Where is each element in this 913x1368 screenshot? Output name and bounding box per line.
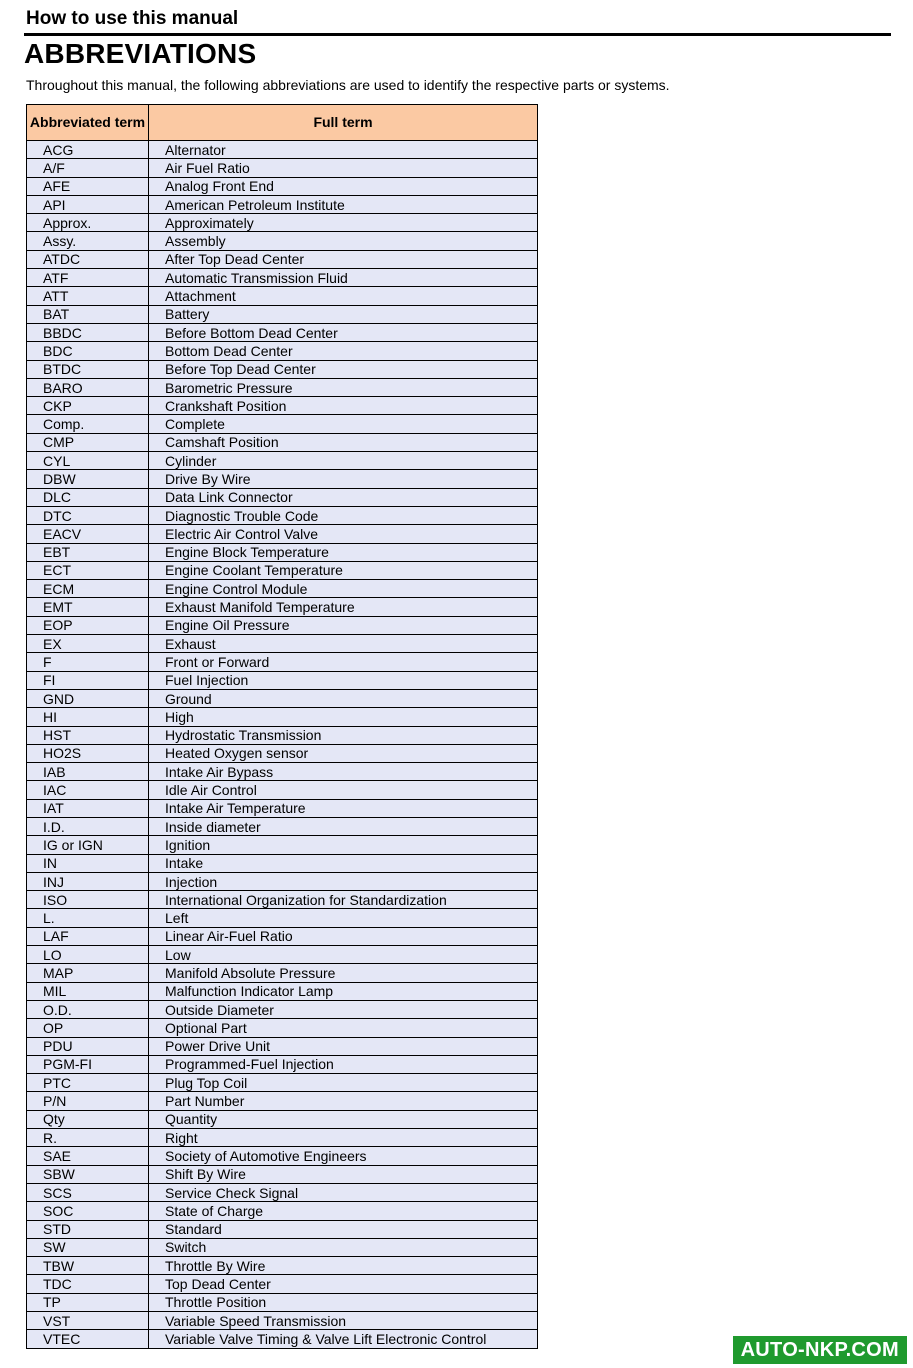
- full-term-cell: Bottom Dead Center: [149, 342, 538, 360]
- full-term-cell: Malfunction Indicator Lamp: [149, 982, 538, 1000]
- table-row: [27, 726, 538, 744]
- abbreviation-cell: DLC: [27, 488, 149, 506]
- table-row: [27, 946, 538, 964]
- table-row: [27, 1074, 538, 1092]
- table-row: [27, 799, 538, 817]
- abbreviation-cell: L.: [27, 909, 149, 927]
- abbreviation-cell: CKP: [27, 397, 149, 415]
- table-row: [27, 397, 538, 415]
- table-row: [27, 891, 538, 909]
- full-term-cell: Automatic Transmission Fluid: [149, 269, 538, 287]
- full-term-cell: Cylinder: [149, 452, 538, 470]
- abbreviation-cell: EX: [27, 635, 149, 653]
- full-term-cell: Quantity: [149, 1110, 538, 1128]
- abbreviation-cell: EBT: [27, 543, 149, 561]
- full-term-cell: Programmed-Fuel Injection: [149, 1055, 538, 1073]
- table-row: [27, 287, 538, 305]
- table-row: [27, 1238, 538, 1256]
- abbreviation-cell: DBW: [27, 470, 149, 488]
- full-term-cell: Electric Air Control Valve: [149, 525, 538, 543]
- full-term-cell: Barometric Pressure: [149, 378, 538, 396]
- abbreviation-cell: IAB: [27, 763, 149, 781]
- full-term-cell: Data Link Connector: [149, 488, 538, 506]
- watermark-logo: AUTO-NKP.COM: [733, 1336, 907, 1364]
- abbreviation-cell: STD: [27, 1220, 149, 1238]
- abbreviation-cell: SCS: [27, 1183, 149, 1201]
- table-row: [27, 342, 538, 360]
- abbreviation-cell: CYL: [27, 452, 149, 470]
- abbreviation-cell: TBW: [27, 1257, 149, 1275]
- abbreviation-cell: ATT: [27, 287, 149, 305]
- abbreviation-cell: ECM: [27, 580, 149, 598]
- full-term-cell: Service Check Signal: [149, 1183, 538, 1201]
- abbreviation-cell: OP: [27, 1019, 149, 1037]
- table-row: [27, 1019, 538, 1037]
- full-term-cell: Engine Control Module: [149, 580, 538, 598]
- abbreviation-cell: PGM-FI: [27, 1055, 149, 1073]
- full-term-cell: American Petroleum Institute: [149, 195, 538, 213]
- abbreviation-cell: BAT: [27, 305, 149, 323]
- full-term-cell: Low: [149, 946, 538, 964]
- table-row: [27, 653, 538, 671]
- abbreviation-cell: A/F: [27, 159, 149, 177]
- full-term-cell: Before Top Dead Center: [149, 360, 538, 378]
- full-term-cell: Injection: [149, 872, 538, 890]
- full-term-cell: Air Fuel Ratio: [149, 159, 538, 177]
- full-term-cell: Drive By Wire: [149, 470, 538, 488]
- table-row: [27, 1183, 538, 1201]
- table-row: [27, 525, 538, 543]
- abbreviation-cell: API: [27, 195, 149, 213]
- table-row: [27, 872, 538, 890]
- abbreviation-cell: ATF: [27, 269, 149, 287]
- full-term-cell: Outside Diameter: [149, 1000, 538, 1018]
- table-row: [27, 159, 538, 177]
- full-term-cell: Standard: [149, 1220, 538, 1238]
- abbreviation-cell: ISO: [27, 891, 149, 909]
- table-row: [27, 927, 538, 945]
- full-term-cell: Optional Part: [149, 1019, 538, 1037]
- abbreviation-cell: IAC: [27, 781, 149, 799]
- full-term-cell: Society of Automotive Engineers: [149, 1147, 538, 1165]
- table-header-row: [27, 105, 538, 141]
- abbreviations-table: [26, 104, 538, 1349]
- table-row: [27, 378, 538, 396]
- abbreviation-cell: GND: [27, 689, 149, 707]
- full-term-cell: After Top Dead Center: [149, 250, 538, 268]
- table-row: [27, 1000, 538, 1018]
- section-title: How to use this manual: [26, 8, 239, 29]
- abbreviation-cell: BBDC: [27, 323, 149, 341]
- abbreviation-cell: IG or IGN: [27, 836, 149, 854]
- abbreviation-cell: PDU: [27, 1037, 149, 1055]
- column-header-abbreviated-term: Abbreviated term: [27, 105, 149, 141]
- abbreviation-cell: Comp.: [27, 415, 149, 433]
- table-row: [27, 1129, 538, 1147]
- abbreviation-cell: EMT: [27, 598, 149, 616]
- abbreviation-cell: LO: [27, 946, 149, 964]
- table-row: [27, 671, 538, 689]
- abbreviation-cell: P/N: [27, 1092, 149, 1110]
- abbreviation-cell: HI: [27, 708, 149, 726]
- table-row: [27, 195, 538, 213]
- table-row: [27, 836, 538, 854]
- column-header-full-term: Full term: [149, 105, 538, 141]
- table-row: [27, 1330, 538, 1348]
- table-row: [27, 506, 538, 524]
- full-term-cell: Assembly: [149, 232, 538, 250]
- full-term-cell: Right: [149, 1129, 538, 1147]
- table-row: [27, 1293, 538, 1311]
- abbreviation-cell: ECT: [27, 561, 149, 579]
- abbreviation-cell: SAE: [27, 1147, 149, 1165]
- abbreviation-cell: TP: [27, 1293, 149, 1311]
- full-term-cell: Battery: [149, 305, 538, 323]
- abbreviation-cell: LAF: [27, 927, 149, 945]
- abbreviation-cell: I.D.: [27, 817, 149, 835]
- table-row: [27, 635, 538, 653]
- full-term-cell: Crankshaft Position: [149, 397, 538, 415]
- abbreviation-cell: ATDC: [27, 250, 149, 268]
- table-row: [27, 232, 538, 250]
- table-row: [27, 763, 538, 781]
- full-term-cell: Plug Top Coil: [149, 1074, 538, 1092]
- full-term-cell: Analog Front End: [149, 177, 538, 195]
- full-term-cell: Engine Oil Pressure: [149, 616, 538, 634]
- table-row: [27, 1110, 538, 1128]
- full-term-cell: Exhaust Manifold Temperature: [149, 598, 538, 616]
- abbreviation-cell: BDC: [27, 342, 149, 360]
- full-term-cell: Front or Forward: [149, 653, 538, 671]
- full-term-cell: Alternator: [149, 141, 538, 159]
- abbreviation-cell: BARO: [27, 378, 149, 396]
- abbreviation-cell: TDC: [27, 1275, 149, 1293]
- abbreviation-cell: Approx.: [27, 214, 149, 232]
- table-body: [27, 141, 538, 1349]
- full-term-cell: Idle Air Control: [149, 781, 538, 799]
- intro-text: Throughout this manual, the following abbreviations are used to identify the respective parts or systems.: [26, 77, 670, 93]
- table-row: [27, 598, 538, 616]
- table-row: [27, 1147, 538, 1165]
- table-row: [27, 964, 538, 982]
- abbreviation-cell: F: [27, 653, 149, 671]
- full-term-cell: Switch: [149, 1238, 538, 1256]
- table-row: [27, 214, 538, 232]
- full-term-cell: Throttle Position: [149, 1293, 538, 1311]
- full-term-cell: Camshaft Position: [149, 433, 538, 451]
- table-row: [27, 1275, 538, 1293]
- abbreviation-cell: INJ: [27, 872, 149, 890]
- page-title: ABBREVIATIONS: [24, 38, 257, 69]
- full-term-cell: Part Number: [149, 1092, 538, 1110]
- full-term-cell: Heated Oxygen sensor: [149, 744, 538, 762]
- abbreviation-cell: R.: [27, 1129, 149, 1147]
- full-term-cell: Intake Air Temperature: [149, 799, 538, 817]
- abbreviation-cell: CMP: [27, 433, 149, 451]
- abbreviation-cell: SOC: [27, 1202, 149, 1220]
- full-term-cell: Exhaust: [149, 635, 538, 653]
- abbreviation-cell: HST: [27, 726, 149, 744]
- table-row: [27, 470, 538, 488]
- full-term-cell: Power Drive Unit: [149, 1037, 538, 1055]
- table-row: [27, 415, 538, 433]
- header-rule: [24, 33, 891, 36]
- full-term-cell: Throttle By Wire: [149, 1257, 538, 1275]
- full-term-cell: Linear Air-Fuel Ratio: [149, 927, 538, 945]
- full-term-cell: Intake Air Bypass: [149, 763, 538, 781]
- table-row: [27, 1055, 538, 1073]
- full-term-cell: Approximately: [149, 214, 538, 232]
- full-term-cell: Inside diameter: [149, 817, 538, 835]
- abbreviation-cell: PTC: [27, 1074, 149, 1092]
- table-row: [27, 1202, 538, 1220]
- table-row: [27, 177, 538, 195]
- full-term-cell: Top Dead Center: [149, 1275, 538, 1293]
- abbreviation-cell: HO2S: [27, 744, 149, 762]
- full-term-cell: State of Charge: [149, 1202, 538, 1220]
- full-term-cell: Engine Block Temperature: [149, 543, 538, 561]
- full-term-cell: Variable Valve Timing & Valve Lift Electronic Control: [149, 1330, 538, 1348]
- full-term-cell: Manifold Absolute Pressure: [149, 964, 538, 982]
- full-term-cell: Fuel Injection: [149, 671, 538, 689]
- abbreviation-cell: Qty: [27, 1110, 149, 1128]
- abbreviation-cell: FI: [27, 671, 149, 689]
- abbreviation-cell: EACV: [27, 525, 149, 543]
- abbreviation-cell: O.D.: [27, 1000, 149, 1018]
- full-term-cell: Engine Coolant Temperature: [149, 561, 538, 579]
- full-term-cell: International Organization for Standardization: [149, 891, 538, 909]
- table-row: [27, 817, 538, 835]
- table-row: [27, 744, 538, 762]
- abbreviation-cell: IN: [27, 854, 149, 872]
- table-row: [27, 982, 538, 1000]
- table-row: [27, 909, 538, 927]
- full-term-cell: Hydrostatic Transmission: [149, 726, 538, 744]
- full-term-cell: High: [149, 708, 538, 726]
- table-row: [27, 305, 538, 323]
- table-row: [27, 323, 538, 341]
- table-row: [27, 1165, 538, 1183]
- full-term-cell: Shift By Wire: [149, 1165, 538, 1183]
- table-row: [27, 488, 538, 506]
- table-row: [27, 689, 538, 707]
- table-row: [27, 1037, 538, 1055]
- full-term-cell: Ground: [149, 689, 538, 707]
- table-row: [27, 141, 538, 159]
- abbreviation-cell: BTDC: [27, 360, 149, 378]
- full-term-cell: Diagnostic Trouble Code: [149, 506, 538, 524]
- abbreviation-cell: MAP: [27, 964, 149, 982]
- table-row: [27, 781, 538, 799]
- table-row: [27, 708, 538, 726]
- table-row: [27, 616, 538, 634]
- table-row: [27, 1220, 538, 1238]
- abbreviation-cell: VST: [27, 1312, 149, 1330]
- table-row: [27, 1092, 538, 1110]
- table-row: [27, 561, 538, 579]
- table-row: [27, 452, 538, 470]
- table-row: [27, 1312, 538, 1330]
- full-term-cell: Left: [149, 909, 538, 927]
- abbreviation-cell: MIL: [27, 982, 149, 1000]
- table-row: [27, 543, 538, 561]
- abbreviation-cell: DTC: [27, 506, 149, 524]
- full-term-cell: Attachment: [149, 287, 538, 305]
- table-row: [27, 433, 538, 451]
- abbreviation-cell: Assy.: [27, 232, 149, 250]
- full-term-cell: Ignition: [149, 836, 538, 854]
- table-row: [27, 580, 538, 598]
- abbreviation-cell: IAT: [27, 799, 149, 817]
- table-row: [27, 250, 538, 268]
- abbreviation-cell: AFE: [27, 177, 149, 195]
- abbreviation-cell: VTEC: [27, 1330, 149, 1348]
- table-row: [27, 854, 538, 872]
- table-row: [27, 1257, 538, 1275]
- abbreviation-cell: SW: [27, 1238, 149, 1256]
- abbreviation-cell: EOP: [27, 616, 149, 634]
- table-row: [27, 269, 538, 287]
- full-term-cell: Complete: [149, 415, 538, 433]
- full-term-cell: Before Bottom Dead Center: [149, 323, 538, 341]
- full-term-cell: Intake: [149, 854, 538, 872]
- table-row: [27, 360, 538, 378]
- abbreviation-cell: SBW: [27, 1165, 149, 1183]
- abbreviation-cell: ACG: [27, 141, 149, 159]
- full-term-cell: Variable Speed Transmission: [149, 1312, 538, 1330]
